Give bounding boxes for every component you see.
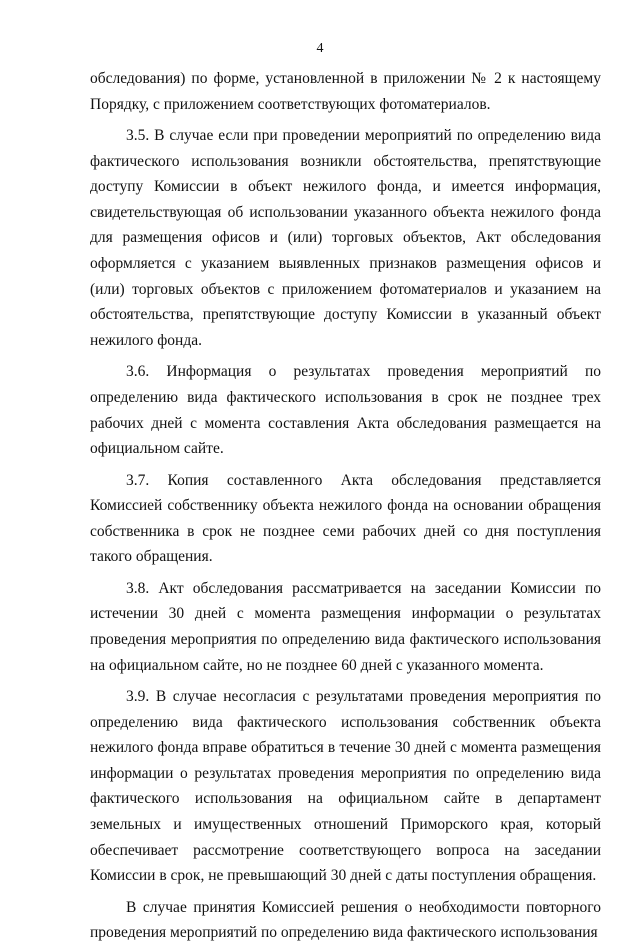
paragraph-3-7: 3.7. Копия составленного Акта обследования представляется Комиссией собственнику объекта нежилого фонда на основании обращения собственника в срок не позднее семи рабочих дней со дня поступления такого обращения. (90, 471, 601, 566)
paragraph-continuation: обследования) по форме, установленной в приложении № 2 к настоящему Порядку, с приложением соответствующих фотоматериалов. (90, 70, 601, 113)
paragraph-3-5: 3.5. В случае если при проведении мероприятий по определению вида фактического использования возникли обстоятельства, препятствующие доступу Комиссии в объект нежилого фонда, и имеется информация, свидетельствующая об использовании указанного объекта нежилого фонда для размещения офисов и (или) торговых объектов, Акт обследования оформляется с указанием выявленных признаков размещения офисов и (или) торговых объектов с приложением фотоматериалов и указанием на обстоятельства, препятствующие доступу Комиссии в указанный объект нежилого фонда. (90, 127, 601, 349)
paragraph-3-6: 3.6. Информация о результатах проведения мероприятий по определению вида фактического использования в срок не позднее трех рабочих дней с момента составления Акта обследования размещается на официальном сайте. (90, 363, 601, 458)
paragraph-repeat-inspection: В случае принятия Комиссией решения о необходимости повторного проведения мероприятий по определению вида фактического использования (90, 898, 601, 942)
paragraph-3-9: 3.9. В случае несогласия с результатами проведения мероприятия по определению вида фактического использования собственник объекта нежилого фонда вправе обратиться в течение 30 дней с момента размещения информации о результатах проведения мероприятия по определению вида фактического использования на официальном сайте в департамент земельных и имущественных отношений Приморского края, который обеспечивает рассмотрение соответствующего вопроса на заседании Комиссии в срок, не превышающий 30 дней с даты поступления обращения. (90, 688, 601, 885)
document-body (90, 66, 601, 952)
paragraph-3-8: 3.8. Акт обследования рассматривается на заседании Комиссии по истечении 30 дней с момента размещения информации о результатах проведения мероприятия по определению вида фактического использования на официальном сайте, но не позднее 60 дней с указанного момента. (90, 579, 601, 674)
page-number: 4 (316, 41, 324, 56)
